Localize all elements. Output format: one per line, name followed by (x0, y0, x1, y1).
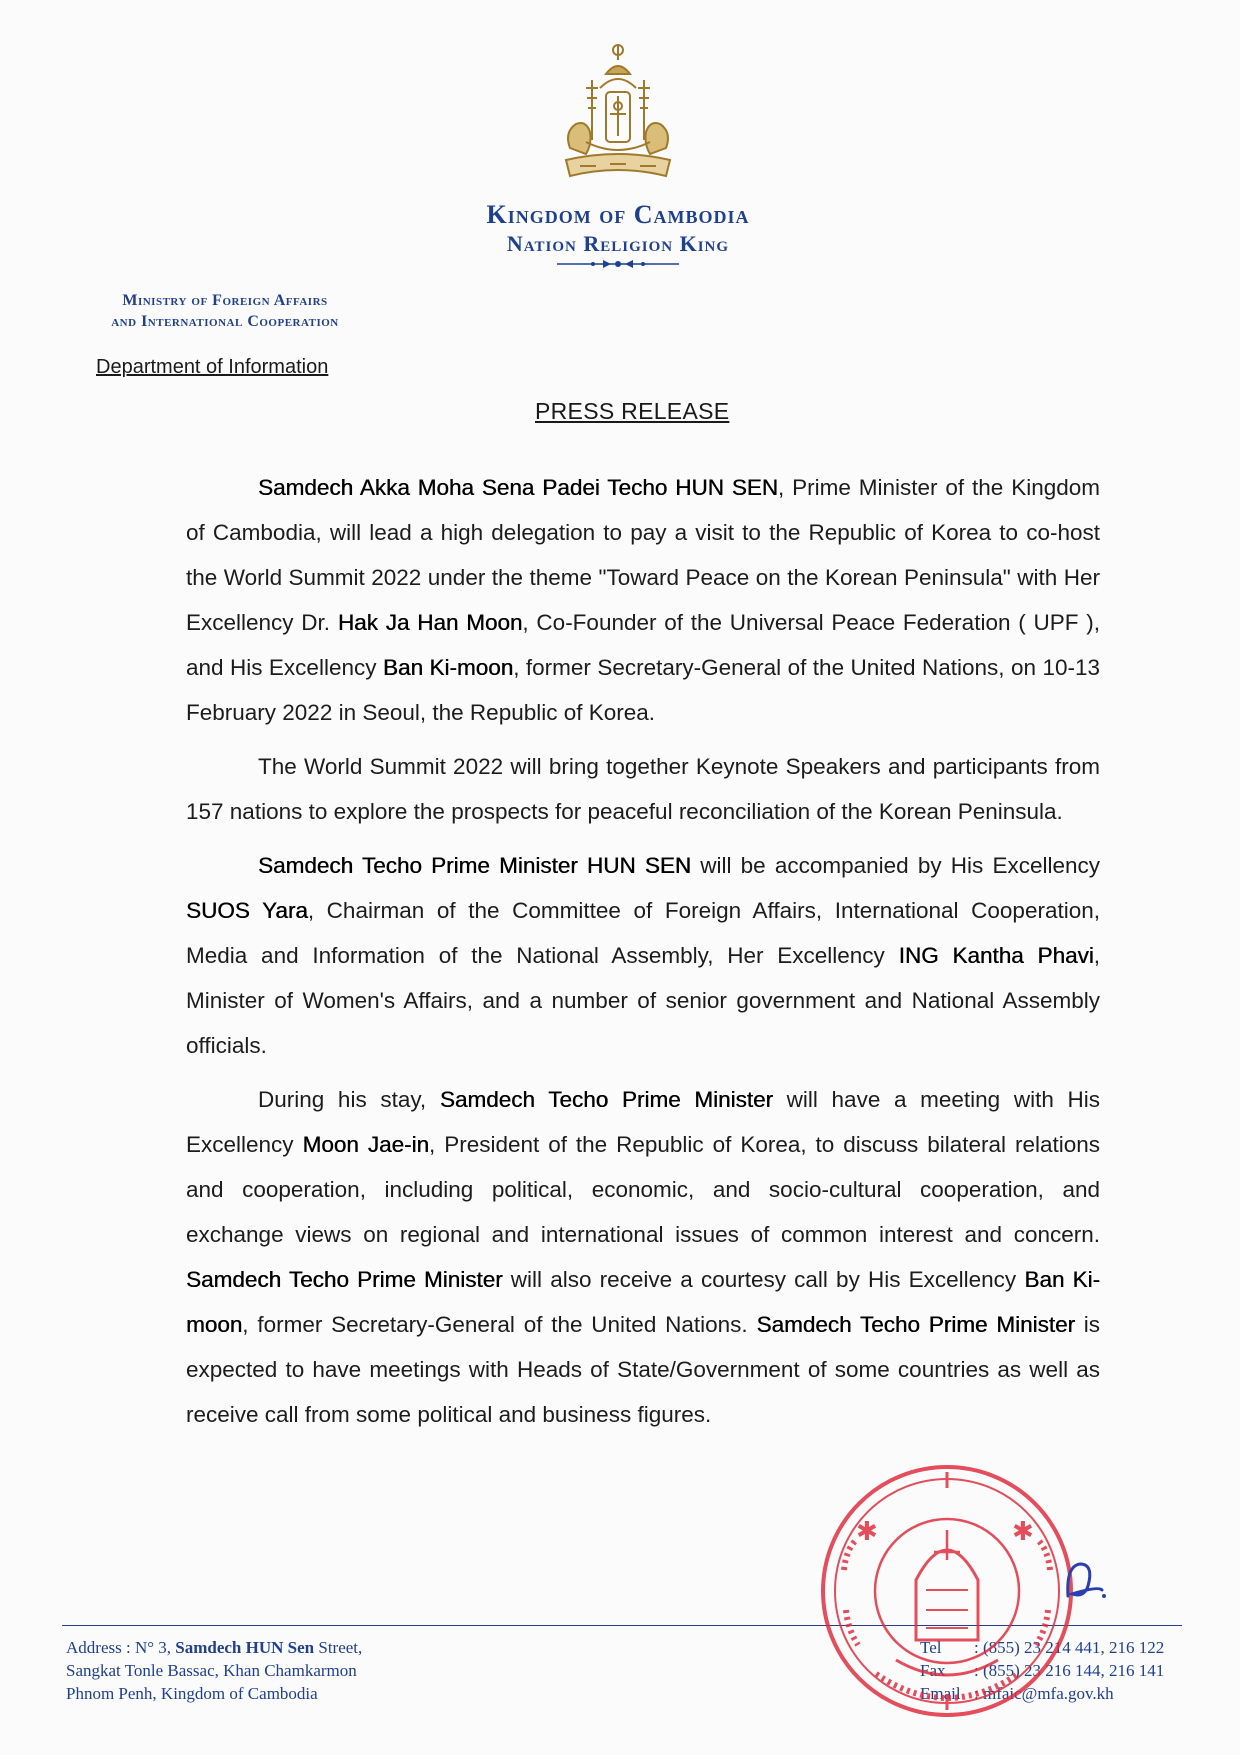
address-label: Address : N° 3, (66, 1638, 176, 1657)
paragraph-4 (186, 1077, 1100, 1437)
ministry-line-2: and International Cooperation (111, 313, 339, 330)
national-motto: Nation Religion King (506, 231, 730, 256)
address-street-suffix: Street, (314, 1638, 363, 1657)
emphasized-name: Samdech Akka Moha Sena Padei Techo HUN SEN (258, 475, 778, 500)
emphasized-name: Ban Ki-moon (186, 1267, 1100, 1337)
address-line-3: Phnom Penh, Kingdom of Cambodia (66, 1684, 318, 1703)
footer-address (66, 1636, 486, 1705)
paragraph-text: During his stay, (258, 1087, 440, 1112)
emphasized-name: Hak Ja Han Moon (337, 610, 523, 635)
department-name: Department of Information (96, 356, 329, 378)
ministry-line-1: Ministry of Foreign Affairs (122, 292, 328, 309)
paragraph-3 (186, 843, 1100, 1068)
royal-coat-of-arms-icon (556, 40, 680, 190)
address-street: Samdech HUN Sen (175, 1638, 315, 1657)
paragraph-text: , Prime Minister of the Kingdom of Cambodia, will lead a high delegation to pay a visit to the Republic of Korea to co-host the World Summit 2022 under the theme "Toward Peace on the Korean Peninsula" with Her Excellency Dr. (186, 475, 1100, 635)
email-label: Email (920, 1684, 961, 1703)
official-seal-icon (816, 1460, 1078, 1722)
ornament-divider-icon (553, 258, 683, 270)
tel-label: Tel (920, 1638, 942, 1657)
paragraph-text: will also receive a courtesy call by His Excellency (502, 1267, 1025, 1292)
press-release-body (186, 465, 1100, 1446)
paragraph-text: , Chairman of the Committee of Foreign Affairs, International Cooperation, Media and Information of the National Assembly, Her Excellency (186, 898, 1100, 968)
fax-value: : (855) 23 216 144, 216 141 (974, 1661, 1165, 1680)
emphasized-name: SUOS Yara (186, 898, 308, 923)
emphasized-name: Samdech Techo Prime Minister HUN SEN (258, 853, 692, 878)
paragraph-text: , President of the Republic of Korea, to discuss bilateral relations and cooperation, including political, economic, and socio-cultural cooperation, and exchange views on regional and international issues of common interest and concern. (186, 1132, 1100, 1247)
paragraph-text: , former Secretary-General of the United Nations. (242, 1312, 757, 1337)
tel-value: : (855) 23 214 441, 216 122 (974, 1638, 1165, 1657)
emphasized-name: ING Kantha Phavi (898, 943, 1094, 968)
paragraph-text: , Co-Founder of the Universal Peace Federation ( UPF ), and His Excellency (186, 610, 1100, 680)
paragraph-1 (186, 465, 1100, 735)
paragraph-text: The World Summit 2022 will bring together Keynote Speakers and participants from 157 nations to explore the prospects for peaceful reconciliation of the Korean Peninsula. (186, 754, 1100, 824)
document-title: PRESS RELEASE (535, 398, 730, 424)
emphasized-name: Moon Jae-in (302, 1132, 430, 1157)
signature-icon (1058, 1556, 1108, 1606)
paragraph-text: will be accompanied by His Excellency (691, 853, 1100, 878)
paragraph-text: , former Secretary-General of the United Nations, on 10-13 February 2022 in Seoul, the Republic of Korea. (186, 655, 1100, 725)
emphasized-name: Samdech Techo Prime Minister (756, 1312, 1075, 1337)
fax-label: Fax (920, 1661, 946, 1680)
paragraph-text: , Minister of Women's Affairs, and a number of senior government and National Assembly officials. (186, 943, 1100, 1058)
svg-text:✱: ✱ (1012, 1517, 1034, 1547)
emphasized-name: Samdech Techo Prime Minister (439, 1087, 773, 1112)
kingdom-title: Kingdom of Cambodia (486, 200, 750, 229)
svg-text:✱: ✱ (856, 1517, 878, 1547)
paragraph-text: is expected to have meetings with Heads of State/Government of some countries as well as receive call from some political and business figures. (186, 1312, 1100, 1427)
kingdom-heading (400, 200, 836, 270)
address-line-2: Sangkat Tonle Bassac, Khan Chamkarmon (66, 1661, 357, 1680)
emphasized-name: Samdech Techo Prime Minister (186, 1267, 503, 1292)
paragraph-text: will have a meeting with His Excellency (186, 1087, 1100, 1157)
emphasized-name: Ban Ki-moon (382, 655, 514, 680)
ministry-heading (40, 290, 410, 332)
paragraph-2 (186, 744, 1100, 834)
email-value: : mfaic@mfa.gov.kh (974, 1684, 1114, 1703)
